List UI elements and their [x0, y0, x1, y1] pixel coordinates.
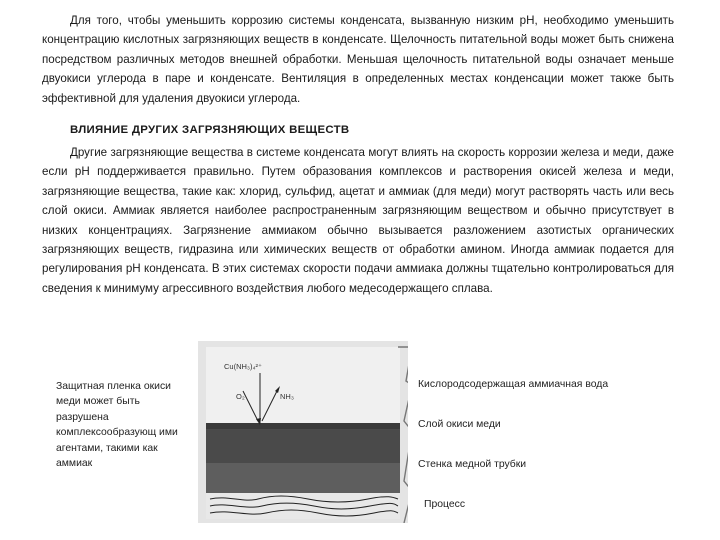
paragraph-2-text: Другие загрязняющие вещества в системе конденсата могут влиять на скорость коррозии железа и меди, даже если pH поддерживается правильно. Путем образования комплексов и растворения окисей железа и меди, загрязняющие вещества, такие как: хлорид, сульфид, ацетат и аммиак (для меди) могут растворять часть или весь слой окиси. Аммиак является наиболее распространенным загрязняющим веществом и обычно присутствует в низких концентрациях. Загрязнение аммиаком обычно вызывается разложением азотистых органических загрязняющих веществ, гидразина или химических веществ от обработки амином. Иногда аммиак подается для регулирования pH конденсата. В этих системах скорости подачи аммиака должны тщательно контролироваться для сведения к минимуму агрессивного воздействия любого медесодержащего сплава. — [42, 146, 674, 295]
section-heading: ВЛИЯНИЕ ДРУГИХ ЗАГРЯЗНЯЮЩИХ ВЕЩЕСТВ — [70, 124, 350, 136]
paragraph-1 — [42, 11, 674, 108]
oxide-line — [206, 423, 400, 429]
figure-left-caption: Защитная пленка окиси меди может быть разрушена комплексообразующ ими агентами, такими как аммиак — [56, 381, 178, 470]
water-zone — [206, 347, 400, 427]
oxide-layer — [206, 429, 400, 463]
nh3-label: NH₃ — [280, 392, 294, 401]
corrosion-diagram — [198, 341, 408, 523]
label-pipe-wall: Стенка медной трубки — [418, 459, 527, 470]
pipe-wall — [206, 463, 400, 493]
paragraph-1-text: Для того, чтобы уменьшить коррозию системы конденсата, вызванную низким pH, необходимо уменьшить концентрацию кислотных загрязняющих веществ в конденсате. Щелочность питательной воды может быть снижена посредством различных методов внешней обработки. Меньшая щелочность питательной воды означает меньше двуокиси углерода в паре и конденсате. Вентиляция в определенных местах конденсации может также быть эффективной для удаления двуокиси углерода. — [42, 14, 674, 105]
label-process: Процесс — [424, 499, 466, 510]
label-oxide-layer: Слой окиси меди — [418, 419, 501, 430]
o2-label: O₂ — [236, 392, 245, 401]
paragraph-2 — [42, 143, 674, 298]
label-oxygen-water: Кислородсодержащая аммиачная вода — [418, 379, 609, 390]
corrosion-diagram-svg — [198, 341, 408, 523]
complex-label: Cu(NH₃)₄²⁺ — [224, 362, 262, 371]
